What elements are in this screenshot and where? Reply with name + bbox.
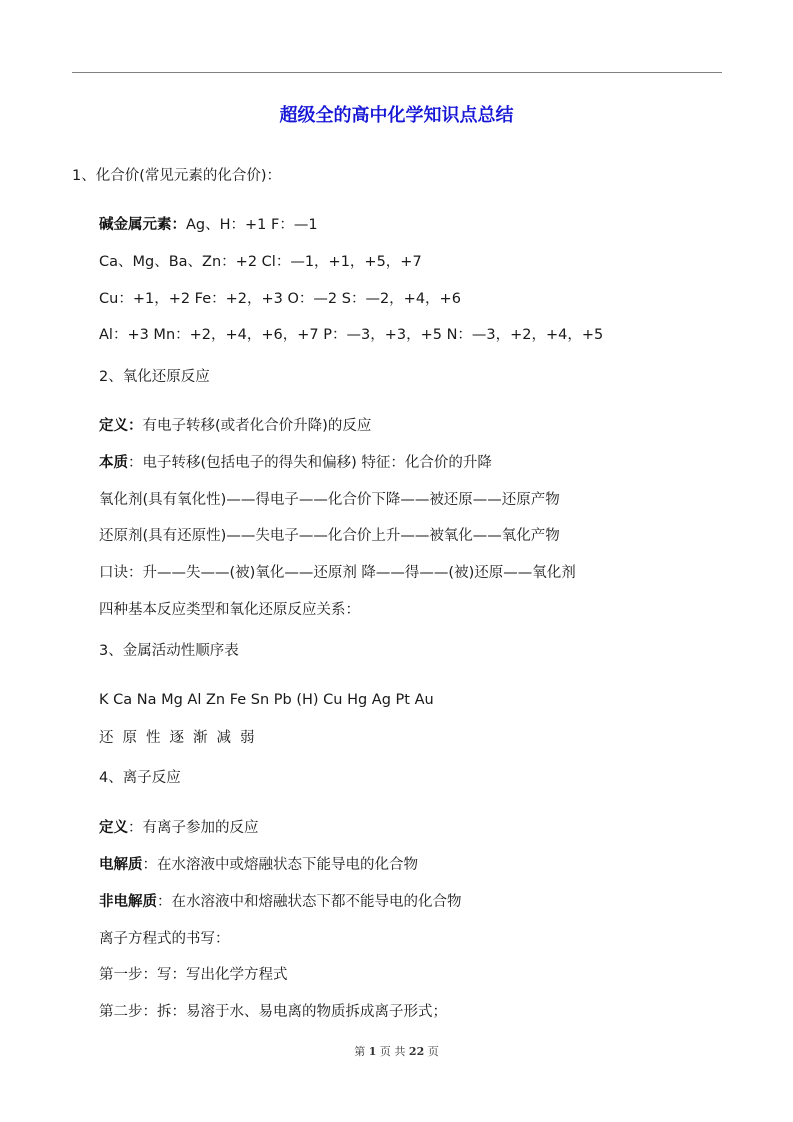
footer-prefix: 第 (354, 1045, 366, 1058)
electrolyte-label: 电解质 (99, 857, 143, 873)
essence-text: ：电子转移(包括电子的得失和偏移) 特征：化合价的升降 (128, 455, 492, 471)
header-rule (72, 72, 722, 73)
section-2-heading: 2、氧化还原反应 (99, 369, 210, 385)
footer-middle: 页 共 (379, 1045, 406, 1058)
definition-label: 定义 (99, 820, 128, 836)
activity-series: K Ca Na Mg Al Zn Fe Sn Pb (H) Cu Hg Ag Pt Au (99, 692, 434, 708)
valence-line-1 (99, 215, 318, 235)
redox-definition (99, 416, 371, 436)
valence-line-2: Ca、Mg、Ba、Zn：+2 Cl：—1，+1，+5，+7 (99, 254, 422, 270)
nonelectrolyte-text: ：在水溶液中和熔融状态下都不能导电的化合物 (157, 894, 462, 910)
definition-text: 有电子转移(或者化合价升降)的反应 (142, 418, 372, 434)
redox-essence (99, 453, 492, 473)
nonelectrolyte (99, 892, 462, 912)
ionic-definition (99, 818, 259, 838)
valence-line-3: Cu：+1，+2 Fe：+2，+3 O：—2 S：—2，+4，+6 (99, 291, 461, 307)
total-pages: 22 (408, 1045, 425, 1058)
section-3-heading: 3、金属活动性顺序表 (99, 643, 239, 659)
electrolyte-text: ：在水溶液中或熔融状态下能导电的化合物 (142, 857, 418, 873)
definition-text: ：有离子参加的反应 (128, 820, 259, 836)
nonelectrolyte-label: 非电解质 (99, 894, 157, 910)
reaction-types-relation: 四种基本反应类型和氧化还原反应关系： (99, 602, 360, 618)
step-2: 第二步：拆：易溶于水、易电离的物质拆成离子形式； (99, 1004, 447, 1020)
current-page-number: 1 (368, 1045, 377, 1058)
document-title: 超级全的高中化学知识点总结 (279, 105, 514, 126)
step-1: 第一步：写：写出化学方程式 (99, 967, 288, 983)
reductant-chain: 还原剂(具有还原性)——失电子——化合价上升——被氧化——氧化产物 (99, 528, 560, 544)
page-footer (0, 1043, 793, 1059)
oxidant-chain: 氧化剂(具有氧化性)——得电子——化合价下降——被还原——还原产物 (99, 492, 560, 508)
section-1-heading: 1、化合价(常见元素的化合价)： (72, 168, 282, 184)
essence-label: 本质 (99, 455, 128, 471)
valence-text: Ag、H：+1 F：—1 (186, 217, 318, 233)
reducibility-trend: 还原性逐渐减弱 (99, 730, 264, 746)
footer-suffix: 页 (427, 1045, 439, 1058)
alkali-metal-label: 碱金属元素： (99, 217, 186, 233)
section-4-heading: 4、离子反应 (99, 770, 181, 786)
valence-line-4: Al：+3 Mn：+2，+4，+6，+7 P：—3，+3，+5 N：—3，+2，+4，+5 (99, 327, 604, 343)
electrolyte (99, 855, 418, 875)
definition-label: 定义： (99, 418, 143, 434)
ionic-equation-writing: 离子方程式的书写： (99, 931, 230, 947)
mnemonic: 口诀：升——失——(被)氧化——还原剂 降——得——(被)还原——氧化剂 (99, 565, 576, 581)
